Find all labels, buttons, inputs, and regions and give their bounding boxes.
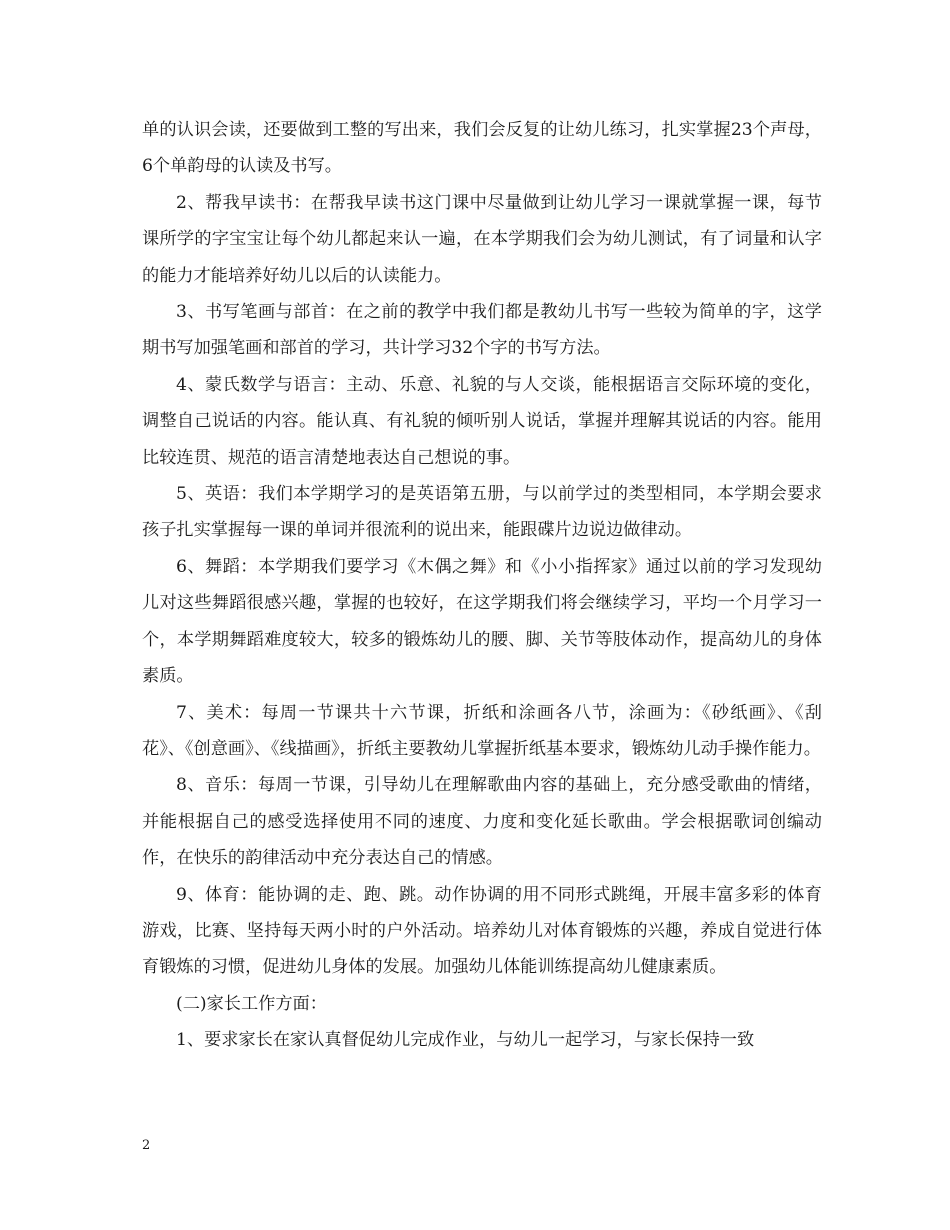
document-body [142,112,822,1059]
paragraph-english: 5、英语：我们本学期学习的是英语第五册，与以前学过的类型相同，本学期会要求孩子扎实掌握每一课的单词并很流利的说出来，能跟碟片边说边做律动。 [142,484,822,541]
page-number: 2 [142,1138,151,1153]
paragraph-continuation: 单的认识会读，还要做到工整的写出来，我们会反复的让幼儿练习，扎实掌握23个声母，6个单韵母的认读及书写。 [142,120,822,177]
paragraph-pe: 9、体育：能协调的走、跑、跳。动作协调的用不同形式跳绳，开展丰富多彩的体育游戏，比赛、坚持每天两小时的户外活动。培养幼儿对体育锻炼的兴趣，养成自觉进行体育锻炼的习惯，促进幼儿身体的发展。加强幼儿体能训练提高幼儿健康素质。 [142,884,822,978]
paragraph-strokes-radicals: 3、书写笔画与部首：在之前的教学中我们都是教幼儿书写一些较为简单的字，这学期书写加强笔画和部首的学习，共计学习32个字的书写方法。 [142,302,822,359]
paragraph-math-language: 4、蒙氏数学与语言：主动、乐意、礼貌的与人交谈，能根据语言交际环境的变化，调整自己说话的内容。能认真、有礼貌的倾听别人说话，掌握并理解其说话的内容。能用比较连贯、规范的语言清楚地表达自己想说的事。 [142,374,822,468]
paragraph-reading-books: 2、帮我早读书：在帮我早读书这门课中尽量做到让幼儿学习一课就掌握一课，每节课所学的字宝宝让每个幼儿都起来认一遍，在本学期我们会为幼儿测试，有了词量和认字的能力才能培养好幼儿以后的认读能力。 [142,192,822,286]
section-heading-parents: (二)家长工作方面： [176,993,327,1014]
paragraph-music: 8、音乐：每周一节课，引导幼儿在理解歌曲内容的基础上，充分感受歌曲的情绪，并能根据自己的感受选择使用不同的速度、力度和变化延长歌曲。学会根据歌词创编动作，在快乐的韵律活动中充分表达自己的情感。 [142,775,822,869]
paragraph-dance: 6、舞蹈：本学期我们要学习《木偶之舞》和《小小指挥家》通过以前的学习发现幼儿对这些舞蹈很感兴趣，掌握的也较好，在这学期我们将会继续学习，平均一个月学习一个，本学期舞蹈难度较大，较多的锻炼幼儿的腰、脚、关节等肢体动作，提高幼儿的身体素质。 [142,556,822,687]
paragraph-parents-1: 1、要求家长在家认真督促幼儿完成作业，与幼儿一起学习，与家长保持一致 [176,1030,755,1051]
paragraph-art: 7、美术：每周一节课共十六节课，折纸和涂画各八节，涂画为：《砂纸画》、《刮花》、《创意画》、《线描画》，折纸主要教幼儿掌握折纸基本要求，锻炼幼儿动手操作能力。 [142,702,822,759]
